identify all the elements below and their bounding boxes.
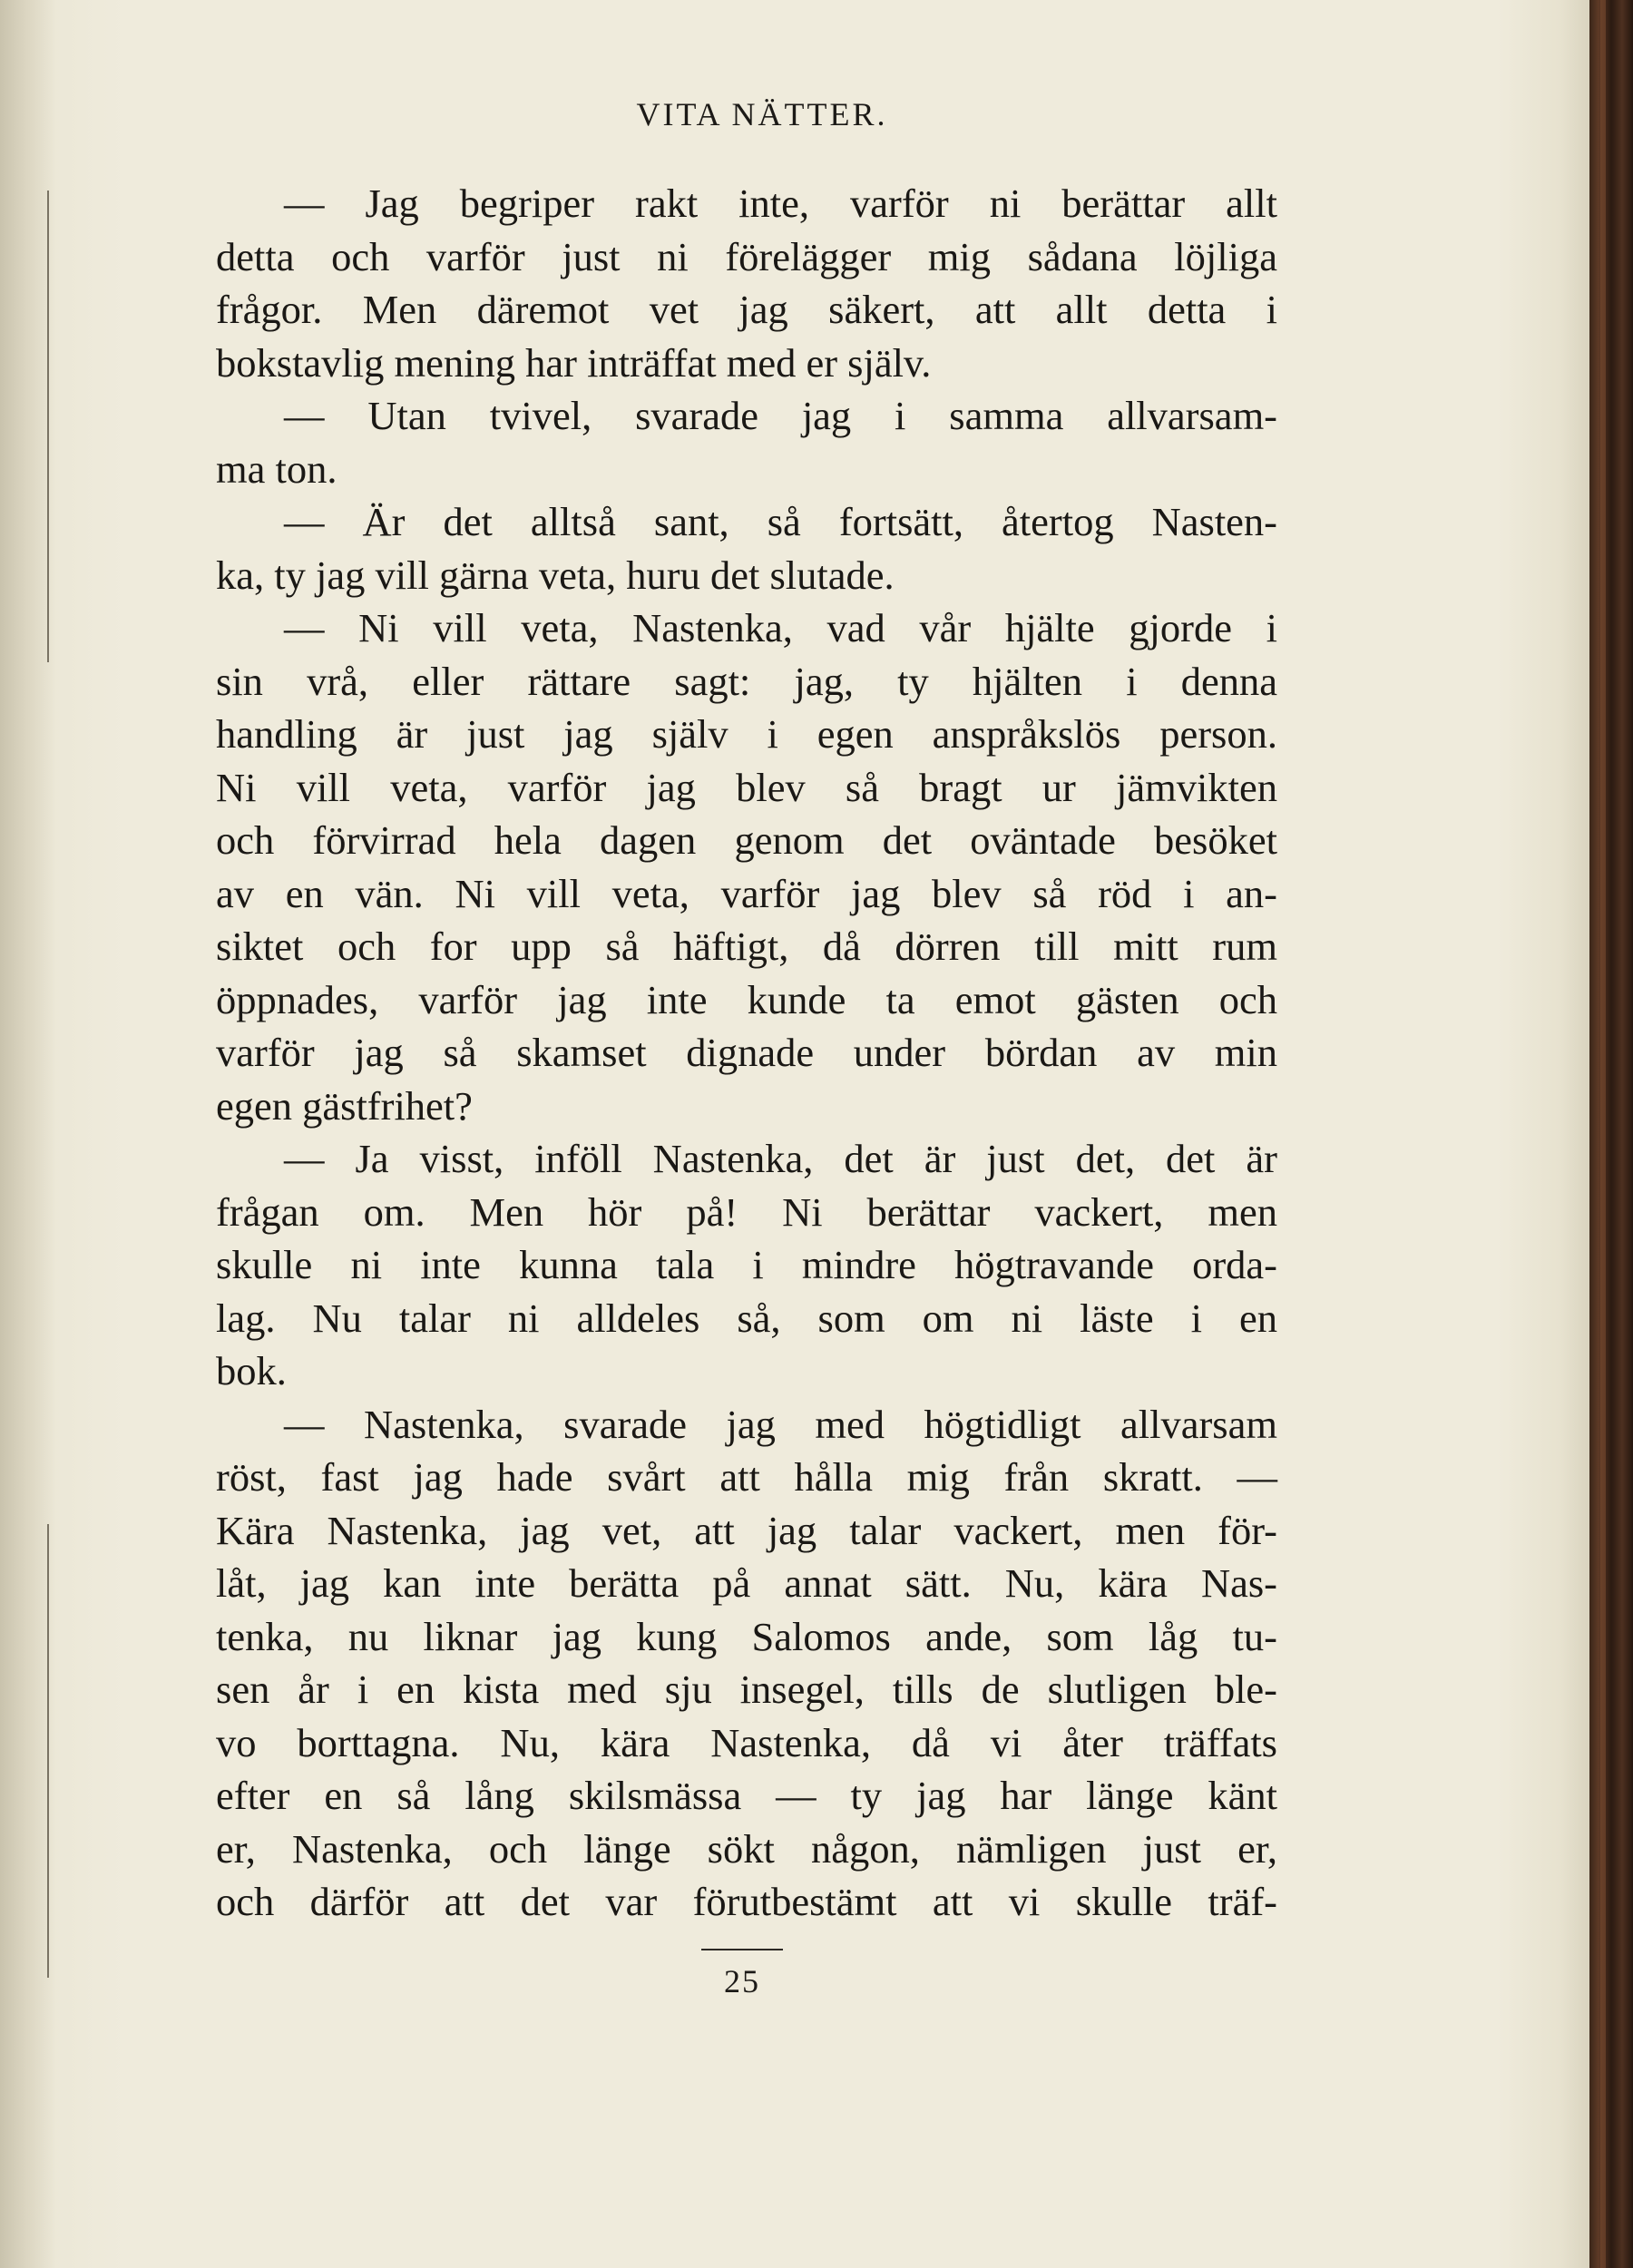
running-head: VITA NÄTTER. [636, 96, 888, 132]
text-line: Ni vill veta, varför jag blev så bragt ur jämvikten [216, 764, 1277, 810]
text-line: vo borttagna. Nu, kära Nastenka, då vi åter träffats [216, 1719, 1277, 1765]
text-line: och förvirrad hela dagen genom det oväntade besöket [216, 817, 1277, 863]
text-line: och därför att det var förutbestämt att vi skulle träf- [216, 1879, 1277, 1924]
text-line: egen gästfrihet? [216, 1082, 473, 1129]
text-line: detta och varför just ni förelägger mig sådana löjliga [216, 233, 1277, 279]
text-line: röst, fast jag hade svårt att hålla mig från skratt. — [216, 1454, 1277, 1500]
text-line: — Jag begriper rakt inte, varför ni berättar allt [284, 181, 1277, 226]
page-number: 25 [724, 1963, 760, 1999]
text-line: er, Nastenka, och länge sökt någon, nämligen just er, [216, 1825, 1277, 1872]
gutter-binding-mark [47, 191, 49, 662]
text-line: ka, ty jag vill gärna veta, huru det slutade. [216, 552, 895, 598]
text-line: siktet och for upp så häftigt, då dörren till mitt rum [216, 924, 1277, 969]
text-line: Kära Nastenka, jag vet, att jag talar vackert, men för- [216, 1507, 1277, 1553]
text-line: sin vrå, eller rättare sagt: jag, ty hjälten i denna [216, 658, 1277, 704]
text-line: skulle ni inte kunna tala i mindre högtravande orda- [216, 1242, 1277, 1287]
text-line: låt, jag kan inte berätta på annat sätt. Nu, kära Nas- [216, 1560, 1277, 1606]
text-line: — Utan tvivel, svarade jag i samma allvarsam- [284, 393, 1277, 438]
gutter-binding-mark [47, 1524, 49, 1978]
text-line: efter en så lång skilsmässa — ty jag har länge känt [216, 1773, 1277, 1818]
text-line: varför jag så skamset dignade under bördan av min [216, 1030, 1277, 1075]
body-text [216, 177, 1277, 1929]
text-line: tenka, nu liknar jag kung Salomos ande, som låg tu- [216, 1613, 1277, 1659]
text-line: frågan om. Men hör på! Ni berättar vackert, men [216, 1188, 1277, 1235]
cover-edge-stripe [1600, 0, 1606, 2268]
text-line: — Nastenka, svarade jag med högtidligt allvarsam [284, 1401, 1277, 1447]
text-line: — Ni vill veta, Nastenka, vad vår hjälte gjorde i [284, 605, 1277, 650]
text-line: lag. Nu talar ni alldeles så, som om ni läste i en [216, 1295, 1277, 1341]
book-cover-edge [1589, 0, 1633, 2268]
text-line: — Är det alltså sant, så fortsätt, återtog Nasten- [284, 499, 1277, 544]
text-line: av en vän. Ni vill veta, varför jag blev så röd i an- [216, 870, 1277, 916]
text-line: handling är just jag själv i egen anspråkslös person. [216, 711, 1277, 757]
text-line: sen år i en kista med sju insegel, tills de slutligen ble- [216, 1667, 1277, 1712]
text-line: frågor. Men däremot vet jag säkert, att allt detta i [216, 287, 1277, 332]
text-line: — Ja visst, inföll Nastenka, det är just det, det är [284, 1136, 1277, 1181]
text-line: bok. [216, 1348, 287, 1393]
text-line: ma ton. [216, 445, 337, 492]
text-line: bokstavlig mening har inträffat med er själv. [216, 339, 932, 386]
folio-rule [701, 1949, 783, 1950]
text-line: öppnades, varför jag inte kunde ta emot gästen och [216, 976, 1277, 1022]
